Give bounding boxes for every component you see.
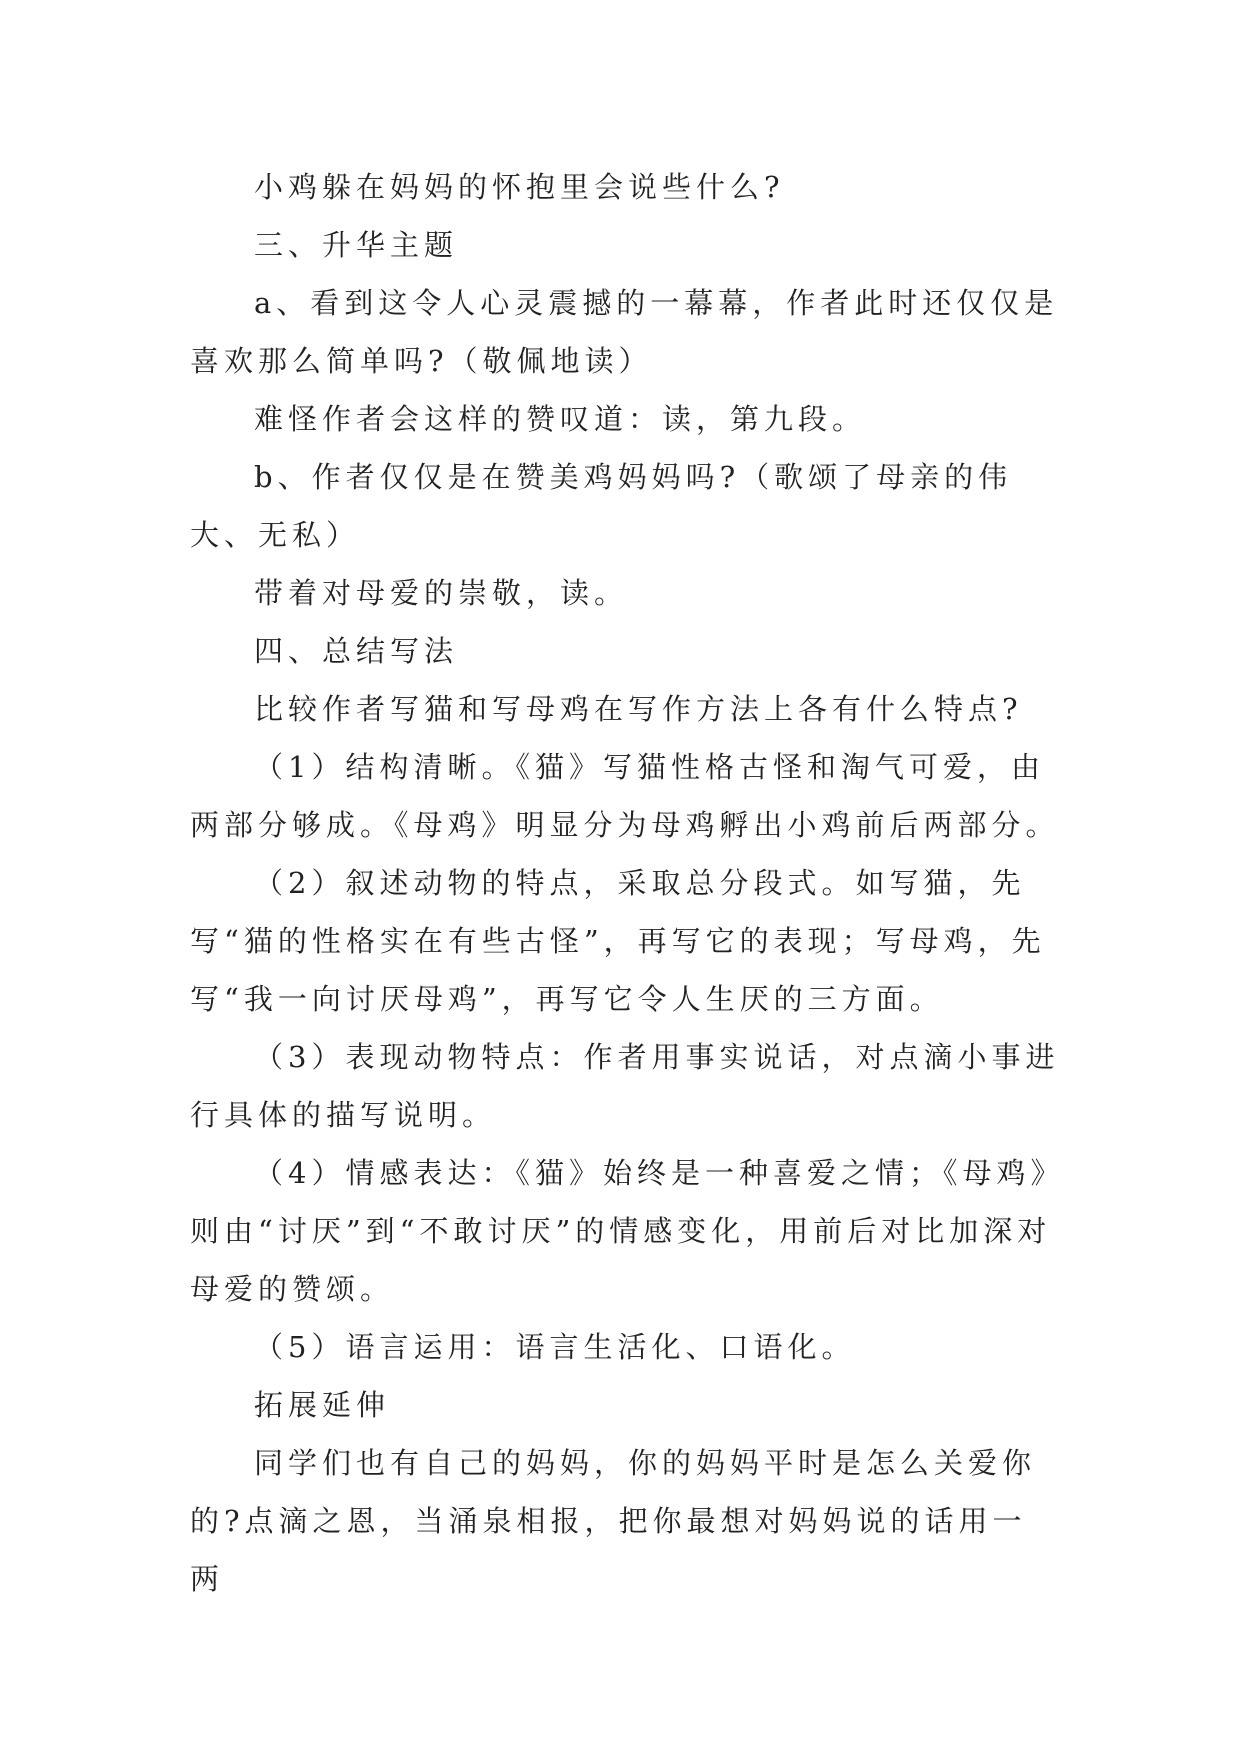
paragraph-extension: 同学们也有自己的妈妈，你的妈妈平时是怎么关爱你的?点滴之恩，当涌泉相报，把你最想对妈妈说的话用一两 [190,1446,1037,1596]
paragraph-point-1: （1）结构清晰。《猫》写猫性格古怪和淘气可爱，由两部分够成。《母鸡》明显分为母鸡孵出小鸡前后两部分。 [190,750,1060,842]
paragraph-point-3: （3）表现动物特点：作者用事实说话，对点滴小事进行具体的描写说明。 [190,1040,1060,1132]
section-heading-theme: 三、升华主题 [254,228,459,262]
paragraph-item-a: a、看到这令人心灵震撼的一幕幕，作者此时还仅仅是喜欢那么简单吗?（敬佩地读） [190,286,1059,378]
section-heading-extension: 拓展延伸 [254,1388,391,1422]
paragraph-point-5: （5）语言运用：语言生活化、口语化。 [254,1330,856,1364]
paragraph-question-chicks: 小鸡躲在妈妈的怀抱里会说些什么? [254,170,785,204]
paragraph-item-b: b、作者仅仅是在赞美鸡妈妈吗?（歌颂了母亲的伟大、无私） [190,460,1013,552]
paragraph-praise: 难怪作者会这样的赞叹道：读，第九段。 [254,402,867,436]
paragraph-read-respect: 带着对母爱的崇敬，读。 [254,576,629,610]
section-heading-writing: 四、总结写法 [254,634,459,668]
document-body [190,158,1060,1608]
paragraph-compare: 比较作者写猫和写母鸡在写作方法上各有什么特点? [254,692,1023,726]
paragraph-point-2: （2）叙述动物的特点，采取总分段式。如写猫，先写“猫的性格实在有些古怪”，再写它的表现；写母鸡，先写“我一向讨厌母鸡”，再写它令人生厌的三方面。 [190,866,1046,1016]
paragraph-point-4: （4）情感表达：《猫》始终是一种喜爱之情；《母鸡》则由“讨厌”到“不敢讨厌”的情感变化，用前后对比加深对母爱的赞颂。 [190,1156,1052,1306]
